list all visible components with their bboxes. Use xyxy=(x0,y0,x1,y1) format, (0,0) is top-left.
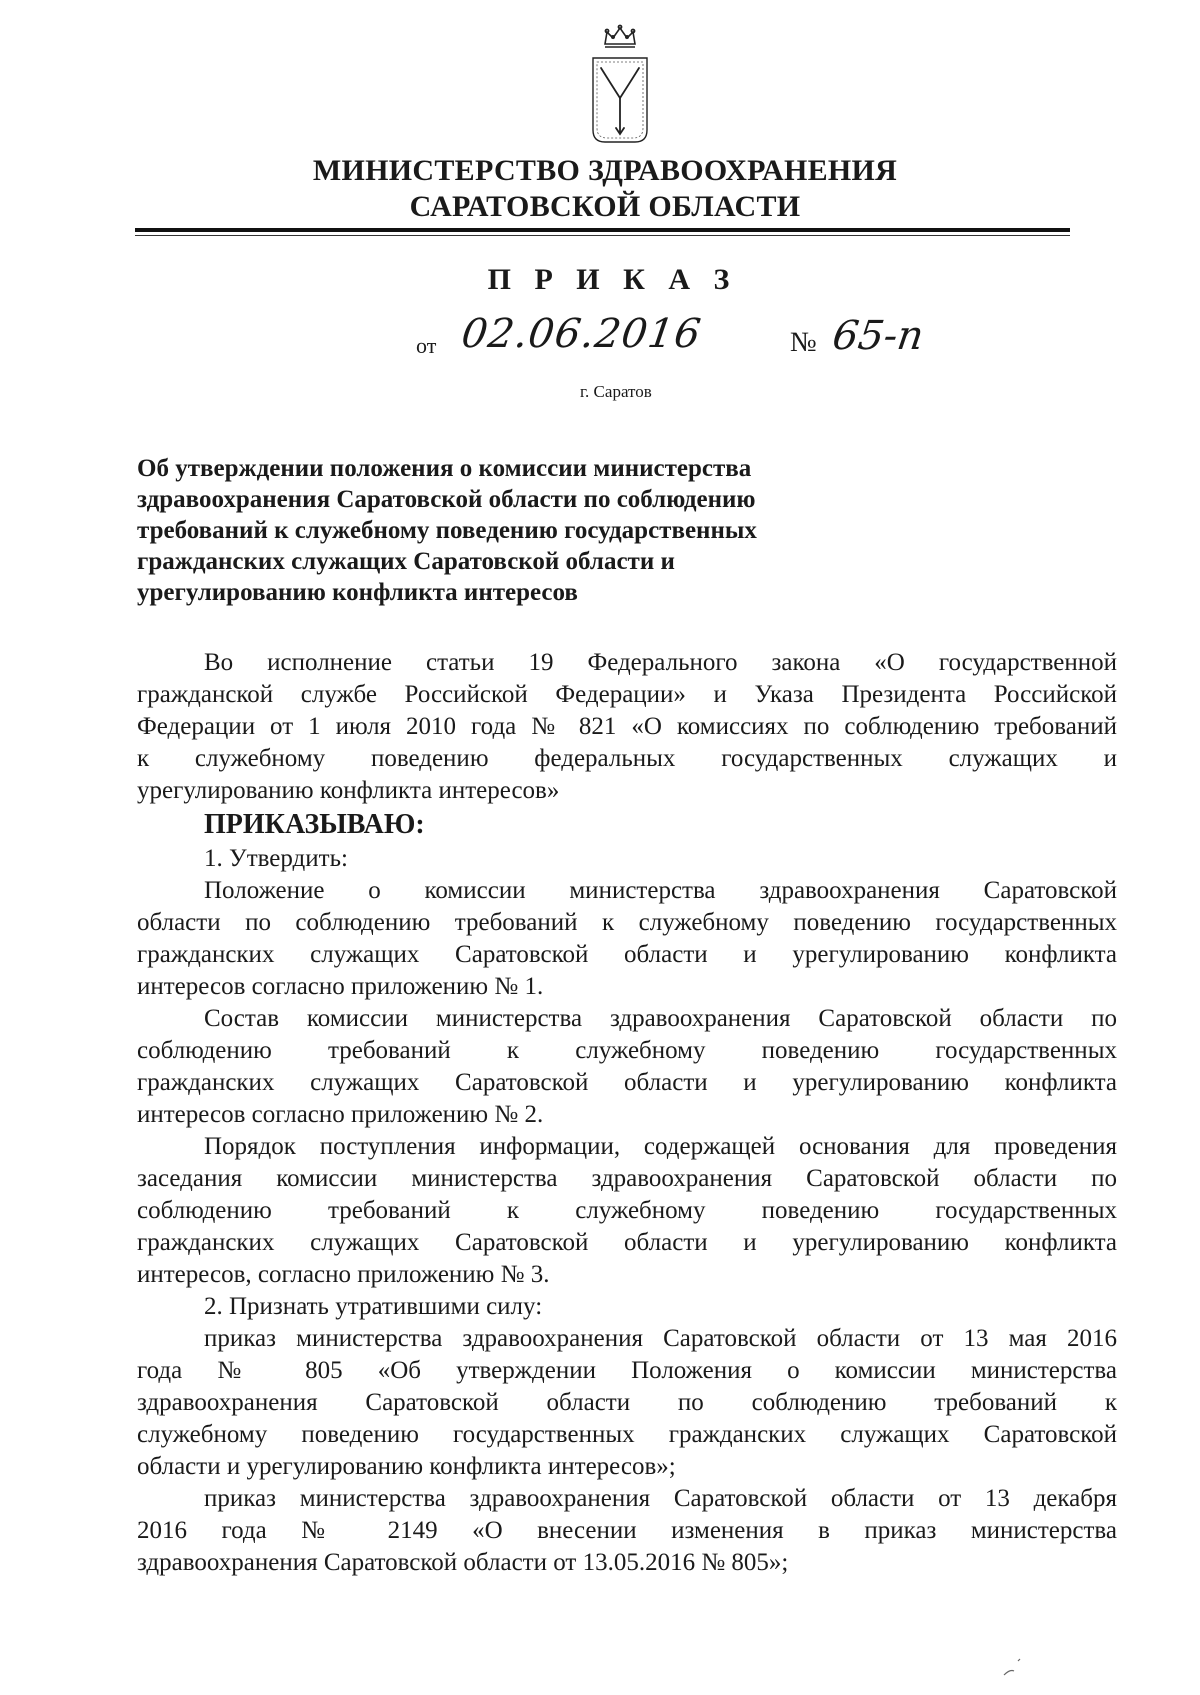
item2-para1-line: области и урегулированию конфликта интересов»; xyxy=(137,1453,676,1480)
preamble-line: Федерации от 1 июля 2010 года № 821 «О комиссиях по соблюдению требований xyxy=(137,713,1117,740)
city-label: г. Саратов xyxy=(580,382,652,401)
ministry-name-line2: САРАТОВСКОЙ ОБЛАСТИ xyxy=(409,190,801,223)
item2-para2-line: 2016 года № 2149 «О внесении изменения в приказ министерства xyxy=(137,1517,1117,1544)
item2-para2-line: здравоохранения Саратовской области от 13.05.2016 № 805»; xyxy=(137,1549,789,1576)
item1-para1-line: области по соблюдению требований к служебному поведению государственных xyxy=(137,909,1117,936)
item2-para2-line: приказ министерства здравоохранения Саратовской области от 13 декабря xyxy=(204,1485,1117,1512)
item1-title: 1. Утвердить: xyxy=(204,845,348,872)
item2-title: 2. Признать утратившими силу: xyxy=(204,1293,543,1320)
preamble-line: гражданской службе Российской Федерации» и Указа Президента Российской xyxy=(137,681,1117,708)
item1-para2-line: соблюдению требований к служебному поведению государственных xyxy=(137,1037,1117,1064)
ministry-name-line1: МИНИСТЕРСТВО ЗДРАВООХРАНЕНИЯ xyxy=(312,154,898,187)
order-number-handwritten: 65-п xyxy=(829,313,927,359)
item1-para3-line: гражданских служащих Саратовской области и урегулированию конфликта xyxy=(137,1229,1117,1256)
item2-para1-line: служебному поведению государственных гражданских служащих Саратовской xyxy=(137,1421,1117,1448)
subject-line: здравоохранения Саратовской области по соблюдению xyxy=(137,486,756,513)
preamble-line: урегулированию конфликта интересов» xyxy=(137,777,560,804)
header-divider-thin xyxy=(135,235,1070,236)
item1-para2-line: Состав комиссии министерства здравоохранения Саратовской области по xyxy=(204,1005,1117,1032)
directive-heading: ПРИКАЗЫВАЮ: xyxy=(204,809,425,840)
number-label: № xyxy=(790,327,817,358)
item1-para3-line: заседания комиссии министерства здравоохранения Саратовской области по xyxy=(137,1165,1117,1192)
item1-para3-line: интересов, согласно приложению № 3. xyxy=(137,1261,550,1288)
order-body xyxy=(137,647,1117,1579)
item1-para1-line: гражданских служащих Саратовской области и урегулированию конфликта xyxy=(137,941,1117,968)
item1-para2-line: гражданских служащих Саратовской области и урегулированию конфликта xyxy=(137,1069,1117,1096)
item2-para1-line: года № 805 «Об утверждении Положения о комиссии министерства xyxy=(137,1357,1117,1384)
subject-line: гражданских служащих Саратовской области и xyxy=(137,548,675,575)
item1-para1-line: интересов согласно приложению № 1. xyxy=(137,973,544,1000)
header-divider-thick xyxy=(135,228,1070,232)
item1-para2-line: интересов согласно приложению № 2. xyxy=(137,1101,544,1128)
item2-para1-line: приказ министерства здравоохранения Саратовской области от 13 мая 2016 xyxy=(204,1325,1117,1352)
subject-line: Об утверждении положения о комиссии министерства xyxy=(137,455,752,482)
pen-mark-icon xyxy=(1000,1655,1030,1680)
item2-para1-line: здравоохранения Саратовской области по соблюдению требований к xyxy=(137,1389,1117,1416)
coat-of-arms-icon xyxy=(585,22,655,147)
item1-para1-line: Положение о комиссии министерства здравоохранения Саратовской xyxy=(204,877,1117,904)
item1-para3-line: соблюдению требований к служебному поведению государственных xyxy=(137,1197,1117,1224)
order-date-handwritten: 02.06.2016 xyxy=(458,311,705,357)
preamble-line: к служебному поведению федеральных государственных служащих и xyxy=(137,745,1117,772)
preamble-line: Во исполнение статьи 19 Федерального закона «О государственной xyxy=(204,649,1117,676)
subject-line: требований к служебному поведению государственных xyxy=(137,517,757,544)
date-label: от xyxy=(416,333,437,358)
subject-line: урегулированию конфликта интересов xyxy=(137,579,578,606)
document-type-title: П Р И К А З xyxy=(487,263,738,296)
item1-para3-line: Порядок поступления информации, содержащей основания для проведения xyxy=(204,1133,1117,1160)
order-subject xyxy=(137,453,897,608)
